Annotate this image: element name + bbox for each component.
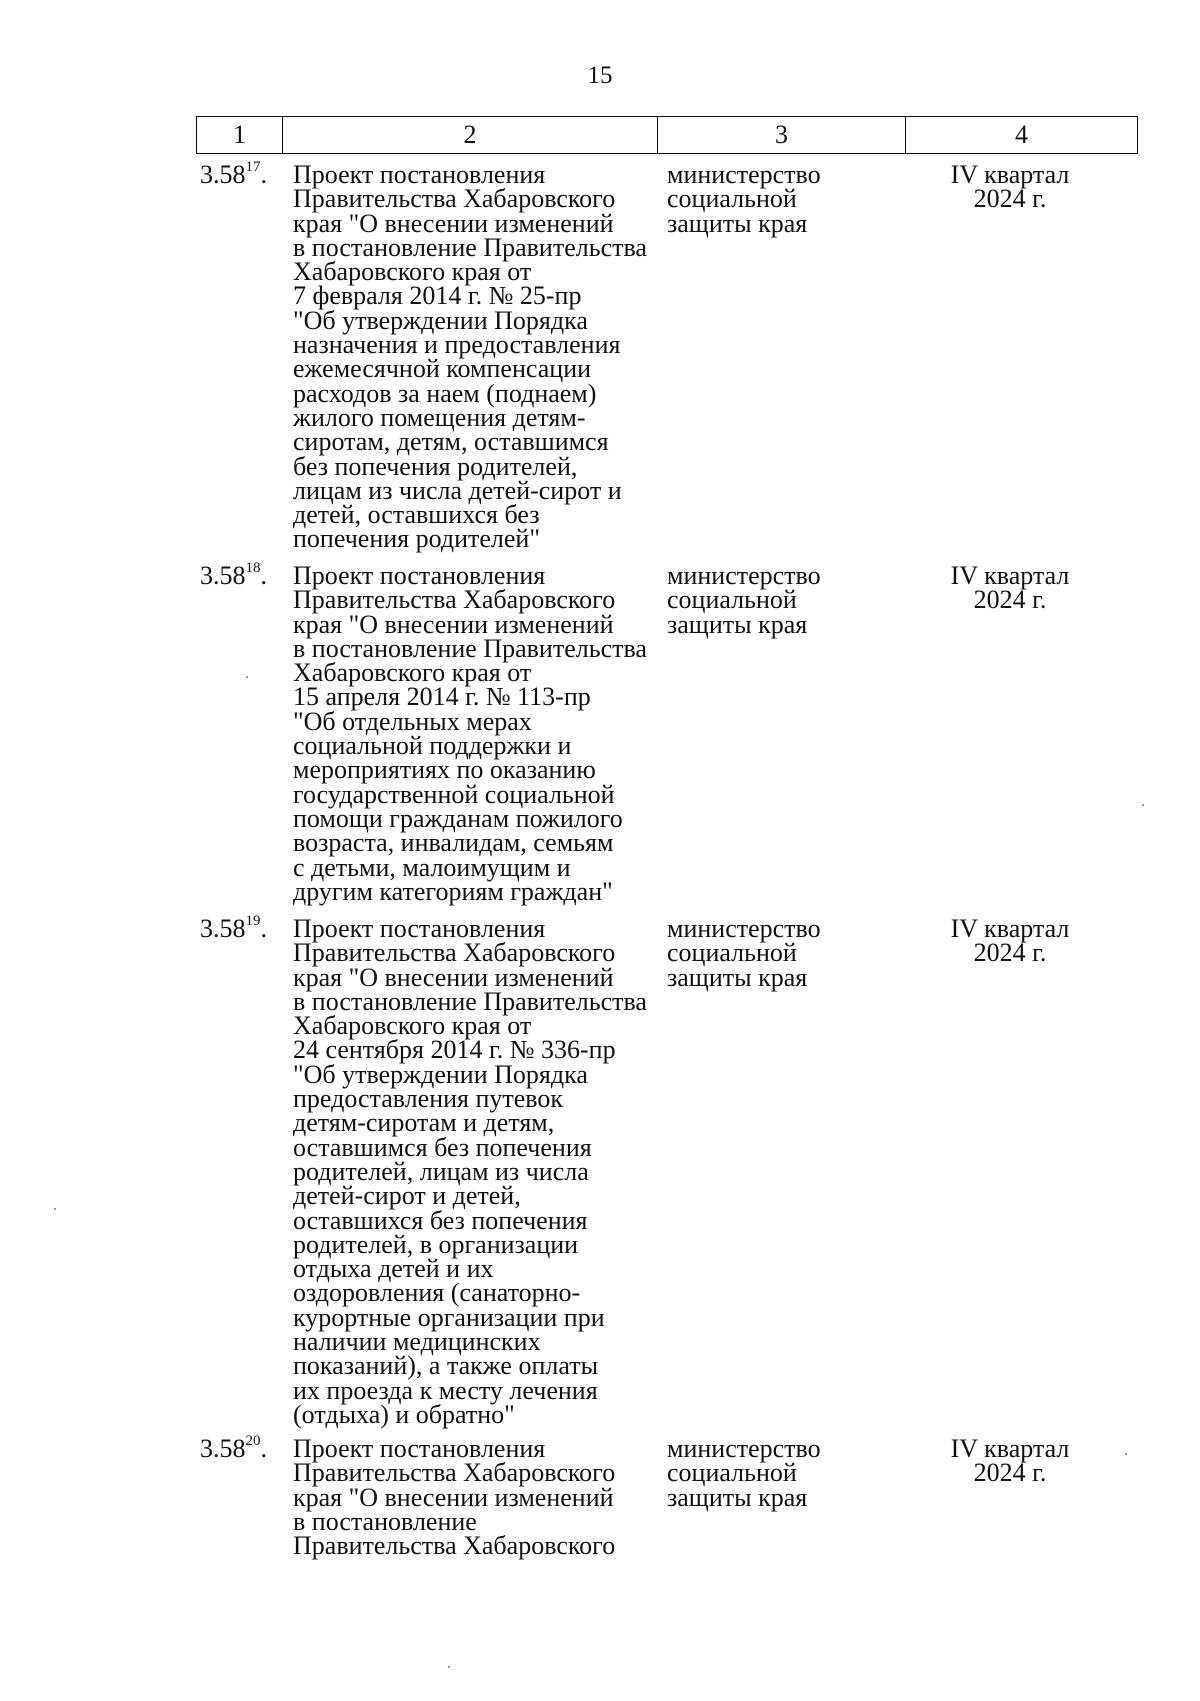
text-line: с детьми, малоимущим и xyxy=(293,852,571,882)
scan-speck xyxy=(1142,804,1144,806)
text-line: 15 апреля 2014 г. № 113-пр xyxy=(293,682,591,712)
scan-speck xyxy=(54,1208,56,1210)
item-description xyxy=(293,914,673,1429)
text-line: "Об утверждении Порядка xyxy=(293,305,588,335)
text-line: предоставления путевок xyxy=(293,1084,564,1114)
item-executor xyxy=(667,914,917,992)
text-line: расходов за наем (поднаем) xyxy=(293,378,597,408)
text-line: родителей, лицам из числа xyxy=(293,1156,589,1186)
text-line: края "О внесении изменений xyxy=(293,609,614,639)
item-description xyxy=(293,1434,673,1561)
text-line: отдыха детей и их xyxy=(293,1254,494,1284)
text-line: социальной xyxy=(667,184,797,214)
text-line: министерство xyxy=(667,914,821,943)
scan-speck xyxy=(246,676,248,678)
text-line: жилого помещения детям- xyxy=(293,402,586,432)
table-header xyxy=(196,116,1138,154)
text-line: 2024 г. xyxy=(973,1458,1047,1488)
text-line: другим категориям граждан" xyxy=(293,876,613,906)
item-description xyxy=(293,561,673,906)
text-line: министерство xyxy=(667,160,821,189)
scan-speck xyxy=(1125,1453,1127,1455)
text-line: министерство xyxy=(667,1434,821,1463)
text-line: в постановление Правительства xyxy=(293,633,647,663)
text-line: (отдыха) и обратно" xyxy=(293,1399,515,1429)
text-line: показаний), а также оплаты xyxy=(293,1351,599,1381)
text-line: ежемесячной компенсации xyxy=(293,354,592,384)
text-line: в постановление xyxy=(293,1506,477,1536)
text-line: Правительства Хабаровского xyxy=(293,585,616,615)
item-deadline xyxy=(920,561,1100,615)
text-line: социальной xyxy=(667,1458,797,1488)
text-line: министерство xyxy=(667,561,821,590)
text-line: попечения родителей" xyxy=(293,524,540,554)
text-line: края "О внесении изменений xyxy=(293,962,614,992)
text-line: 24 сентября 2014 г. № 336-пр xyxy=(293,1035,616,1065)
item-executor xyxy=(667,160,917,238)
text-line: Правительства Хабаровского xyxy=(293,938,616,968)
text-line: детей-сирот и детей, xyxy=(293,1181,521,1211)
item-deadline xyxy=(920,914,1100,968)
text-line: защиты края xyxy=(667,1482,808,1512)
text-line: Проект постановления xyxy=(293,160,546,189)
text-line: социальной xyxy=(667,585,797,615)
text-line: лицам из числа детей-сирот и xyxy=(293,475,622,505)
item-deadline xyxy=(920,1434,1100,1488)
column-header-4: 4 xyxy=(1015,120,1028,149)
text-line: 2024 г. xyxy=(973,184,1047,214)
text-line: 2024 г. xyxy=(973,585,1047,615)
item-number: 3.58$^{18}$. xyxy=(200,560,267,590)
text-line: в постановление Правительства xyxy=(293,232,647,262)
item-number: 3.58$^{19}$. xyxy=(200,913,267,943)
text-line: социальной поддержки и xyxy=(293,731,572,761)
text-line: социальной xyxy=(667,938,797,968)
text-line: IV квартал xyxy=(950,914,1070,943)
item-executor xyxy=(667,1434,917,1512)
text-line: Правительства Хабаровского xyxy=(293,1458,616,1488)
text-line: Хабаровского края от xyxy=(293,1011,532,1041)
text-line: мероприятиях по оказанию xyxy=(293,755,596,785)
text-line: государственной социальной xyxy=(293,779,615,809)
text-line: наличии медицинских xyxy=(293,1327,541,1357)
text-line: помощи гражданам пожилого xyxy=(293,803,623,833)
text-line: IV квартал xyxy=(950,160,1070,189)
text-line: защиты края xyxy=(667,609,808,639)
text-line: "Об утверждении Порядка xyxy=(293,1059,588,1089)
text-line: оздоровления (санаторно- xyxy=(293,1278,581,1308)
text-line: Проект постановления xyxy=(293,914,546,943)
text-line: родителей, в организации xyxy=(293,1229,579,1259)
text-line: Хабаровского края от xyxy=(293,257,532,287)
item-executor xyxy=(667,561,917,639)
text-line: защиты края xyxy=(667,208,808,238)
text-line: возраста, инвалидам, семьям xyxy=(293,828,614,858)
text-line: назначения и предоставления xyxy=(293,330,621,360)
text-line: Проект постановления xyxy=(293,1434,546,1463)
item-description xyxy=(293,160,673,554)
text-line: края "О внесении изменений xyxy=(293,208,614,238)
text-line: защиты края xyxy=(667,962,808,992)
text-line: оставшимся без попечения xyxy=(293,1132,592,1162)
item-number: 3.58$^{17}$. xyxy=(200,159,267,189)
column-header-2: 2 xyxy=(283,117,658,153)
column-header-3: 3 xyxy=(658,117,906,153)
text-line: в постановление Правительства xyxy=(293,986,647,1016)
text-line: 7 февраля 2014 г. № 25-пр xyxy=(293,281,582,311)
text-line: 2024 г. xyxy=(973,938,1047,968)
text-line: оставшихся без попечения xyxy=(293,1205,588,1235)
text-line: без попечения родителей, xyxy=(293,451,578,481)
text-line: IV квартал xyxy=(950,561,1070,590)
text-line: Правительства Хабаровского xyxy=(293,1531,616,1561)
text-line: сиротам, детям, оставшимся xyxy=(293,427,609,457)
text-line: детям-сиротам и детям, xyxy=(293,1108,555,1138)
page-number: 15 xyxy=(587,62,613,89)
text-line: их проезда к месту лечения xyxy=(293,1375,598,1405)
scan-speck xyxy=(448,1666,450,1668)
item-number: 3.58$^{20}$. xyxy=(200,1433,267,1463)
text-line: края "О внесении изменений xyxy=(293,1482,614,1512)
text-line: "Об отдельных мерах xyxy=(293,706,532,736)
text-line: курортные организации при xyxy=(293,1302,605,1332)
text-line: Проект постановления xyxy=(293,561,546,590)
text-line: IV квартал xyxy=(950,1434,1070,1463)
text-line: Хабаровского края от xyxy=(293,658,532,688)
column-header-1: 1 xyxy=(197,117,283,153)
item-deadline xyxy=(920,160,1100,214)
text-line: Правительства Хабаровского xyxy=(293,184,616,214)
text-line: детей, оставшихся без xyxy=(293,500,540,530)
